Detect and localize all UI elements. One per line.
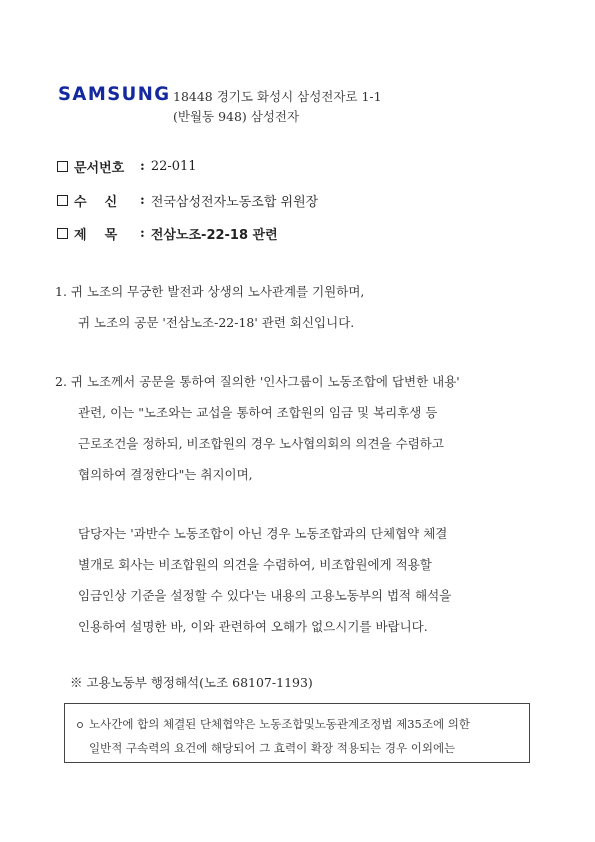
note-heading: ※ 고용노동부 행정해석(노조 68107-1193)	[70, 675, 313, 690]
recipient-label: 수 신	[74, 195, 118, 210]
recipient-row	[57, 191, 318, 210]
paragraph-2-line-3: 근로조건을 정하되, 비조합원의 경우 노사협의회의 의견을 수렴하고	[78, 436, 444, 451]
note-line-1-text: 노사간에 합의 체결된 단체협약은 노동조합및노동관계조정법 제35조에 의한	[89, 717, 470, 731]
samsung-logo: SAMSUNG	[58, 83, 171, 105]
paragraph-3-line-4: 인용하여 설명한 바, 이와 관련하여 오해가 없으시기를 바랍니다.	[78, 619, 428, 634]
paragraph-3-line-2: 별개로 회사는 비조합원의 의견을 수렴하여, 비조합원에게 적용할	[78, 557, 432, 572]
colon: :	[140, 226, 145, 241]
doc-number-label: 문서번호	[74, 161, 125, 176]
subject-value: 전삼노조-22-18 관련	[150, 228, 278, 243]
note-line-1	[77, 716, 470, 732]
note-line-2: 일반적 구속력의 요건에 해당되어 그 효력이 확장 적용되는 경우 이외에는	[89, 741, 456, 755]
address-line-1: 18448 경기도 화성시 삼성전자로 1-1	[173, 89, 382, 104]
paragraph-3-line-1: 담당자는 '과반수 노동조합이 아닌 경우 노동조합과의 단체협약 체결	[78, 526, 448, 541]
paragraph-2-line-4: 협의하여 결정한다"는 취지이며,	[78, 467, 253, 482]
paragraph-3-line-3: 임금인상 기준을 설정할 수 있다'는 내용의 고용노동부의 법적 해석을	[78, 588, 452, 603]
paragraph-1-line-1: 1. 귀 노조의 무궁한 발전과 상생의 노사관계를 기원하며,	[55, 284, 365, 299]
paragraph-2-line-1: 2. 귀 노조께서 공문을 통하여 질의한 '인사그룹이 노동조합에 답변한 내용'	[55, 374, 460, 389]
checkbox-square-icon	[57, 161, 68, 172]
paragraph-1-line-2: 귀 노조의 공문 '전삼노조-22-18' 관련 회신입니다.	[78, 315, 355, 330]
paragraph-2-line-2: 관련, 이는 "노조와는 교섭을 통하여 조합원의 임금 및 복리후생 등	[78, 405, 438, 420]
doc-number-row	[57, 157, 197, 176]
address-line-2: (반월동 948) 삼성전자	[173, 109, 300, 124]
checkbox-square-icon	[57, 195, 68, 206]
subject-row	[57, 224, 278, 243]
subject-label: 제 목	[74, 228, 118, 243]
colon: :	[140, 159, 145, 174]
recipient-value: 전국삼성전자노동조합 위원장	[150, 195, 319, 210]
checkbox-square-icon	[57, 228, 68, 239]
doc-number-value: 22-011	[150, 159, 197, 174]
bullet-circle-icon	[77, 722, 83, 728]
colon: :	[140, 193, 145, 208]
note-box	[64, 703, 530, 763]
